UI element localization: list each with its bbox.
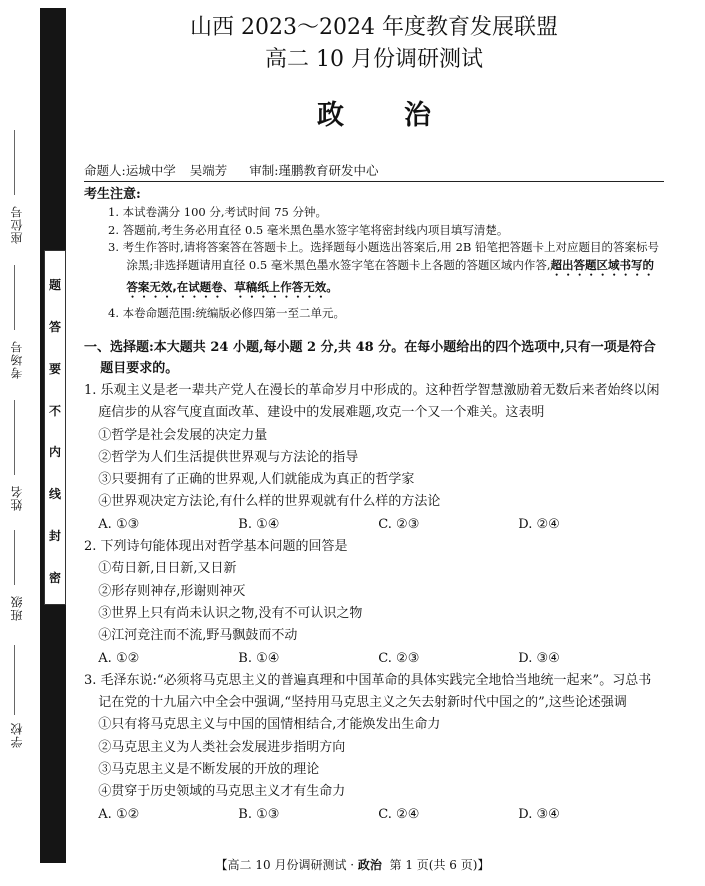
- answer-choices: [84, 648, 664, 670]
- answer-choices: [84, 514, 664, 536]
- seal-char: 题: [48, 278, 61, 292]
- question-option: ②形存则神存,形谢则神灭: [98, 583, 246, 599]
- subject-title: 政治: [317, 100, 491, 131]
- seal-char: 要: [48, 361, 61, 376]
- notice-emphasis: 超出答题区域书写的答案无效,在试题卷、草稿纸上作答无效。: [126, 257, 655, 294]
- question-option: ①苟日新,日日新,又日新: [98, 561, 237, 577]
- question-list: [84, 380, 664, 826]
- question-option: ④贯穿于历史领域的马克思主义才有生命力: [98, 784, 346, 800]
- question: [84, 380, 664, 536]
- seat-number-label: 座位号: [10, 205, 24, 244]
- seal-char: 密: [48, 570, 61, 585]
- notice-title: 考生注意:: [84, 187, 141, 202]
- question-option: ③世界上只有尚未认识之物,没有不可认识之物: [98, 605, 363, 621]
- choice-d: D. ③④: [518, 806, 560, 822]
- composer-name: 吴端芳: [189, 163, 228, 178]
- choice-b: B. ①④: [238, 516, 280, 532]
- notice-item: 1. 本试卷满分 100 分,考试时间 75 分钟。: [108, 205, 327, 219]
- fill-line: [14, 265, 15, 330]
- question-option: ③只要拥有了正确的世界观,人们就能成为真正的哲学家: [98, 472, 415, 488]
- seal-char: 封: [48, 529, 61, 544]
- question-option: ①哲学是社会发展的决定力量: [98, 427, 268, 443]
- question-option: ②哲学为人们生活提供世界观与方法论的指导: [98, 449, 359, 465]
- author-line: [84, 162, 378, 180]
- footer-text: 【高二 10 月份调研测试 ·: [215, 858, 358, 872]
- fill-line: [14, 530, 15, 585]
- exam-subtitle: 高二 10 月份调研测试: [265, 47, 483, 72]
- composer: 命题人:运城中学: [84, 163, 176, 178]
- footer-page: 第 1 页(共 6 页)】: [389, 858, 490, 872]
- exam-room-label: 考场号: [10, 340, 24, 379]
- notice-item: 3. 考生作答时,请将答案答在答题卡上。选择题每小题选出答案后,用 2B 铅笔把答题卡上对应题目的答案标号涂黑;非选择题请用直径 0.5 毫米黑色墨水签字笔在答题卡上各题的答题区域内作答,超出答题区域书写的答案无效,在试题卷、草稿纸上作答无效。: [108, 240, 660, 294]
- section-heading: 一、选择题:本大题共 24 小题,每小题 2 分,共 48 分。在每小题给出的四个选项中,只有一项是符合题目要求的。: [84, 340, 656, 376]
- question-option: ③马克思主义是不断发展的开放的理论: [98, 762, 320, 778]
- question-stem: 3. 毛泽东说:“必须将马克思主义的普遍真理和中国革命的具体实践完全地恰当地统一起来”。习总书记在党的十九届六中全会中强调,“坚持用马克思主义之矢去射新时代中国之的”,这些论述强调: [84, 672, 652, 711]
- notice-list: [108, 204, 664, 322]
- choice-a: A. ①②: [98, 806, 140, 822]
- header-rule: [84, 181, 664, 182]
- seal-char: 不: [48, 403, 61, 418]
- choice-c: C. ②④: [378, 806, 420, 822]
- question-option: ②马克思主义为人类社会发展进步指明方向: [98, 739, 346, 755]
- choice-a: A. ①②: [98, 650, 140, 666]
- exam-title: 山西 2023～2024 年度教育发展联盟: [190, 15, 558, 40]
- notice-item: 4. 本卷命题范围:统编版必修四第一至二单元。: [108, 305, 345, 320]
- question: [84, 536, 664, 670]
- question-option: ①只有将马克思主义与中国的国情相结合,才能焕发出生命力: [98, 717, 441, 733]
- notice-item: 2. 答题前,考生务必用直径 0.5 毫米黑色墨水签字笔将密封线内项目填写清楚。: [108, 222, 509, 237]
- choice-c: C. ②③: [378, 516, 420, 532]
- choice-b: B. ①③: [238, 806, 280, 822]
- seal-char: 答: [48, 319, 61, 334]
- choice-c: C. ②③: [378, 650, 420, 666]
- fill-line: [14, 645, 15, 715]
- choice-b: B. ①④: [238, 650, 280, 666]
- question: [84, 670, 664, 826]
- footer-subject: 政治: [357, 858, 382, 872]
- question-stem: 1. 乐观主义是老一辈共产党人在漫长的革命岁月中形成的。这种哲学智慧激励着无数后来者始终以闲庭信步的从容气度直面改革、建设中的发展难题,攻克一个又一个难关。这表明: [84, 383, 660, 421]
- choice-d: D. ②④: [518, 516, 560, 532]
- question-option: ④世界观决定方法论,有什么样的世界观就有什么样的方法论: [98, 494, 441, 510]
- fill-line: [14, 400, 15, 475]
- seal-char: 线: [48, 487, 61, 502]
- name-label: 姓名: [10, 485, 24, 511]
- answer-choices: [84, 804, 664, 826]
- question-option: ④江河竞注而不流,野马飘鼓而不动: [98, 628, 298, 644]
- seal-char: 内: [48, 445, 61, 460]
- class-label: 班级: [10, 595, 24, 621]
- reviewer: 审制:瑾鹏教育研发中心: [249, 163, 379, 178]
- choice-d: D. ③④: [518, 650, 560, 666]
- fill-line: [14, 130, 15, 195]
- page-footer: [0, 857, 705, 873]
- choice-a: A. ①③: [98, 516, 140, 532]
- seal-line-notice: [44, 250, 66, 605]
- school-label: 学校: [10, 722, 24, 748]
- question-stem: 2. 下列诗句能体现出对哲学基本问题的回答是: [84, 539, 348, 555]
